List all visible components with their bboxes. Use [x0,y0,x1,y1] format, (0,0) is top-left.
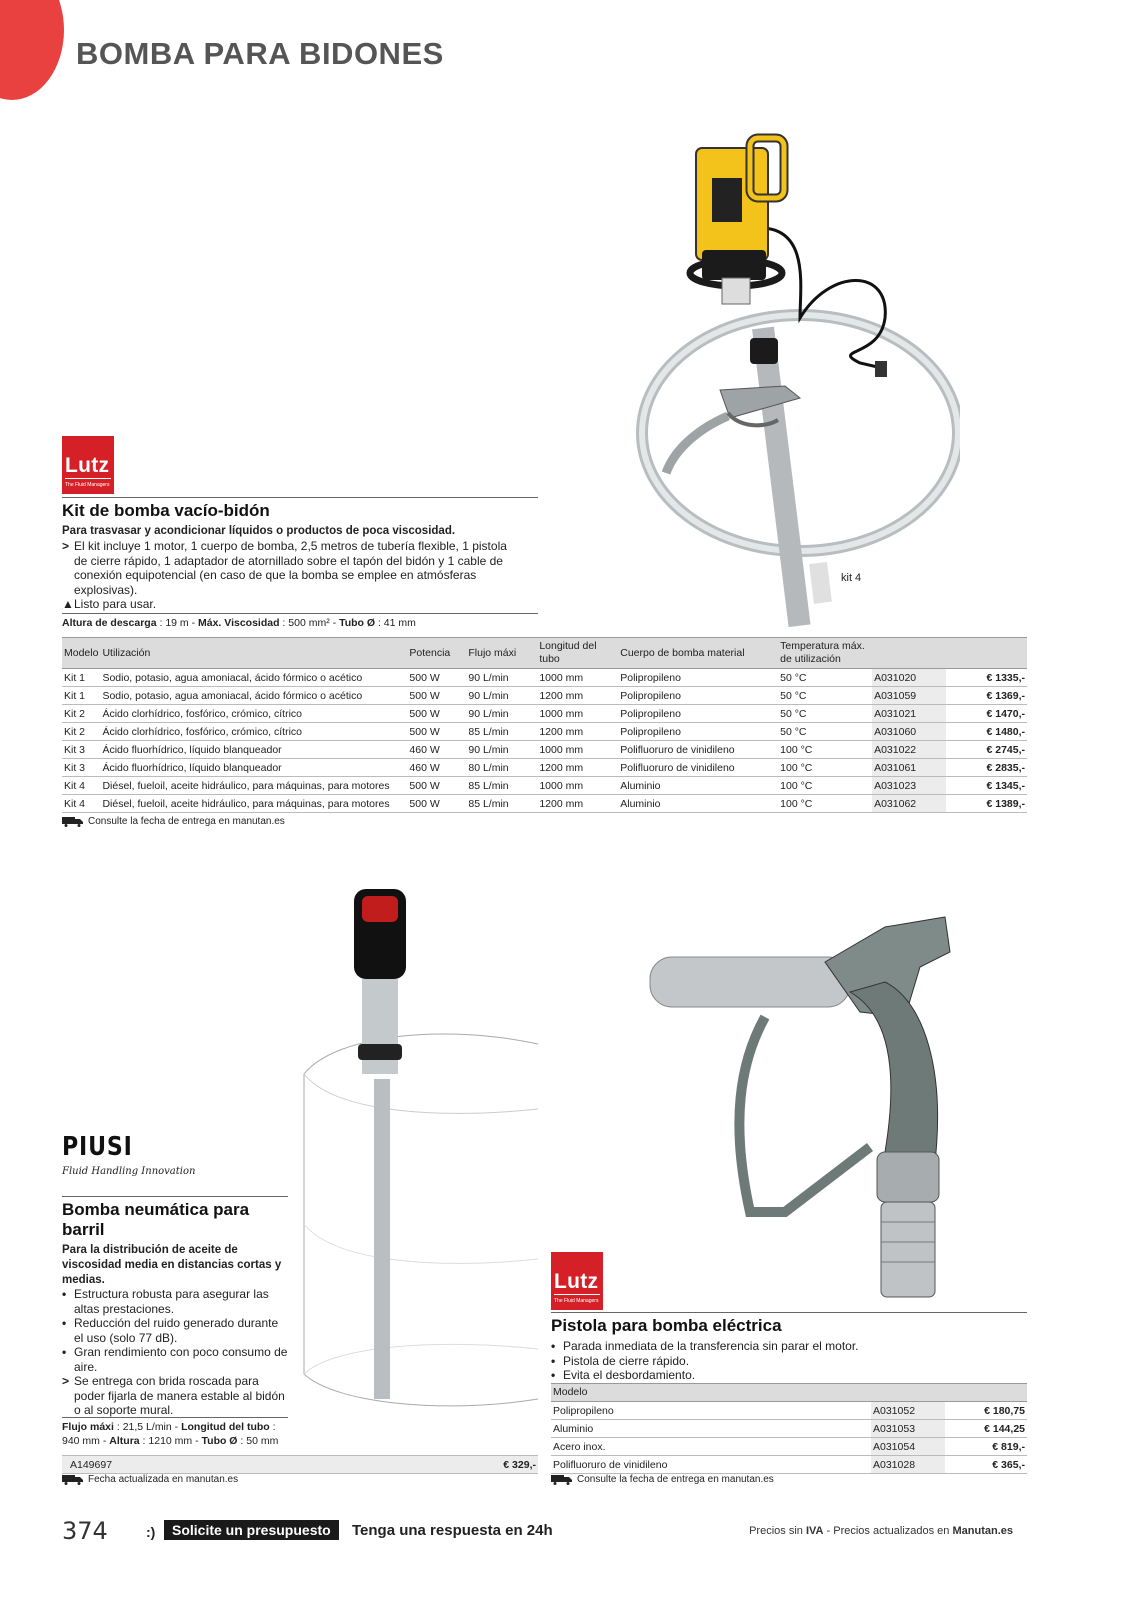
price-cell: € 819,- [945,1438,1027,1456]
price-cell: € 2745,- [946,741,1027,759]
table-cell: 50 °C [778,687,872,705]
section3-product-table [551,1383,1027,1474]
table-cell: 50 °C [778,669,872,687]
ref-cell: A031062 [872,795,946,813]
ref-cell: A031059 [872,687,946,705]
section2-bullet-2: • Reducción del ruido generado durante el uso (solo 77 dB). [62,1316,279,1345]
ref-cell: A031028 [871,1456,945,1474]
col-cuerpo: Cuerpo de bomba material [618,638,778,669]
prices-note: Precios sin IVA - Precios actualizados en Manutan.es [749,1525,1013,1537]
col-potencia: Potencia [407,638,466,669]
ref-cell: A031053 [871,1420,945,1438]
table-cell: Polifluoruro de vinidileno [551,1456,871,1474]
table-row [62,1456,538,1474]
piusi-logo-name: PIUSI [62,1132,133,1162]
section2-bullet-1: • Estructura robusta para asegurar las altas prestaciones. [62,1287,269,1316]
price-cell: € 1345,- [946,777,1027,795]
price-cell: € 365,- [945,1456,1027,1474]
section2-bullet-3: • Gran rendimiento con poco consumo de aire. [62,1345,288,1374]
pump-nozzle-gun-image [645,912,970,1307]
section3-bullet-3: • Evita el desbordamiento. [551,1368,696,1382]
table-cell: 1000 mm [537,669,618,687]
section2-price-table [62,1455,538,1474]
table-cell: Kit 3 [62,741,100,759]
table-cell: 90 L/min [466,741,537,759]
table-cell: 500 W [407,795,466,813]
section2-bullet-4: > Se entrega con brida roscada para poder fijarla de manera estable al bidón o al soporte mural. [62,1374,285,1417]
table-cell: Aluminio [618,795,778,813]
table-cell: 1200 mm [537,759,618,777]
section2-specs: Flujo máxi : 21,5 L/min - Longitud del tubo : 940 mm - Altura : 1210 mm - Tubo Ø : 50 mm [62,1421,279,1447]
price-cell: € 144,25 [945,1420,1027,1438]
table-row [62,705,1027,723]
section1-delivery-note [62,816,285,827]
table-cell: Polipropileno [551,1402,871,1420]
table-cell: 85 L/min [466,777,537,795]
section3-bullet-1: • Parada inmediata de la transferencia sin parar el motor. [551,1339,859,1353]
table-cell: Polifluoruro de vinidileno [618,741,778,759]
lutz-logo-name: Lutz [554,1270,599,1293]
col-utilizacion: Utilización [100,638,407,669]
section1-lead: Para trasvasar y acondicionar líquidos o productos de poca viscosidad. [62,525,456,537]
table-cell: 90 L/min [466,705,537,723]
truck-icon [551,1475,573,1485]
section2-title: Bomba neumática para barril [62,1200,250,1239]
table-cell: Diésel, fueloil, aceite hidráulico, para máquinas, para motores [100,777,407,795]
table-cell: 85 L/min [466,795,537,813]
section1-delivery-text: Consulte la fecha de entrega en manutan.es [88,816,285,827]
table-cell: 500 W [407,669,466,687]
ref-cell: A031054 [871,1438,945,1456]
table-cell: Sodio, potasio, agua amoniacal, ácido fórmico o acético [100,669,407,687]
table-cell: 500 W [407,723,466,741]
table-cell: 1200 mm [537,723,618,741]
section3-bullets [551,1339,1021,1383]
lutz-logo-sub: The Fluid Managers [65,482,110,488]
section3-title: Pistola para bomba eléctrica [551,1316,782,1335]
table-cell: 460 W [407,741,466,759]
ref-cell: A031052 [871,1402,945,1420]
table-cell: Kit 1 [62,669,100,687]
table-cell: Kit 2 [62,705,100,723]
smiley-icon: :) [146,1524,156,1540]
truck-icon [62,1475,84,1485]
col-modelo: Modelo [551,1384,1027,1402]
section2-lead: Para la distribución de aceite de viscosidad media en distancias cortas y medias. [62,1244,282,1286]
table-cell: 90 L/min [466,669,537,687]
table-cell: 100 °C [778,741,872,759]
table-cell: 1000 mm [537,741,618,759]
section3-delivery-text: Consulte la fecha de entrega en manutan.es [577,1474,774,1485]
table-row [62,741,1027,759]
table-cell: Ácido fluorhídrico, líquido blanqueador [100,759,407,777]
col-flujo: Flujo máxi [466,638,537,669]
table-cell: Kit 2 [62,723,100,741]
table-cell: Ácido clorhídrico, fosfórico, crómico, cítrico [100,705,407,723]
price-cell: € 1480,- [946,723,1027,741]
section1-specs-rule [62,613,538,614]
ref-cell: A031060 [872,723,946,741]
price-cell: € 1335,- [946,669,1027,687]
lutz-logo-line [65,478,111,479]
table-cell: 500 W [407,705,466,723]
table-cell: Aluminio [551,1420,871,1438]
table-cell: 1200 mm [537,687,618,705]
table-row [551,1456,1027,1474]
table-cell: 500 W [407,687,466,705]
table-cell: Kit 4 [62,795,100,813]
table-cell: 100 °C [778,759,872,777]
table-cell: 80 L/min [466,759,537,777]
table-cell: Diésel, fueloil, aceite hidráulico, para máquinas, para motores [100,795,407,813]
table-row [62,777,1027,795]
col-longitud: Longitud del tubo [537,638,618,669]
price-cell: € 180,75 [945,1402,1027,1420]
table-cell: Polipropileno [618,687,778,705]
response-time-text: Tenga una respuesta en 24h [352,1522,553,1539]
table-header-row [551,1384,1027,1402]
drum-pump-kit-image [600,128,960,628]
table-cell: Kit 3 [62,759,100,777]
table-cell: 1200 mm [537,795,618,813]
table-header-row [62,638,1027,669]
price-cell: € 2835,- [946,759,1027,777]
table-cell: Ácido clorhídrico, fosfórico, crómico, cítrico [100,723,407,741]
lutz-logo-line [554,1294,600,1295]
table-row [62,669,1027,687]
table-cell: 460 W [407,759,466,777]
lutz-logo-name: Lutz [65,454,110,477]
section2-bullets [62,1287,288,1418]
piusi-logo [62,1132,195,1177]
section3-bullet-2: • Pistola de cierre rápido. [551,1353,690,1368]
section1-title-rule [62,497,538,498]
page-number: 374 [62,1517,108,1545]
table-row [551,1420,1027,1438]
table-cell: Acero inox. [551,1438,871,1456]
table-row [551,1402,1027,1420]
section2-specs-rule [62,1417,288,1418]
ref-cell: A031020 [872,669,946,687]
request-quote-button[interactable]: Solicite un presupuesto [164,1520,339,1540]
ref-cell: A031061 [872,759,946,777]
table-row [62,759,1027,777]
piusi-logo-sub: Fluid Handling Innovation [62,1166,196,1177]
ref-cell: A031023 [872,777,946,795]
ref-cell: A149697 [62,1456,300,1474]
lutz-logo-2 [551,1252,603,1310]
table-cell: 90 L/min [466,687,537,705]
image-caption-kit4: kit 4 [841,572,862,584]
section1-specs: Altura de descarga : 19 m - Máx. Viscosidad : 500 mm² - Tubo Ø : 41 mm [62,617,416,629]
col-modelo: Modelo [62,638,100,669]
table-cell: Kit 4 [62,777,100,795]
section2-delivery-note [62,1474,238,1485]
price-cell: € 1369,- [946,687,1027,705]
truck-icon [62,817,84,827]
table-cell: 100 °C [778,795,872,813]
col-precio [946,638,1027,669]
ref-cell: A031021 [872,705,946,723]
corner-accent-circle [0,0,64,100]
table-cell: Polipropileno [618,705,778,723]
page-title: BOMBA PARA BIDONES [76,36,444,71]
col-temperatura: Temperatura máx. de utilización [778,638,872,669]
table-cell: 50 °C [778,723,872,741]
ref-cell: A031022 [872,741,946,759]
section3-delivery-note [551,1474,774,1485]
section1-title: Kit de bomba vacío-bidón [62,501,270,520]
table-cell: Kit 1 [62,687,100,705]
table-row [62,687,1027,705]
table-cell: 50 °C [778,705,872,723]
table-cell: 85 L/min [466,723,537,741]
table-cell: Sodio, potasio, agua amoniacal, ácido fórmico o acético [100,687,407,705]
table-cell: Polipropileno [618,723,778,741]
table-cell: Polifluoruro de vinidileno [618,759,778,777]
price-cell: € 329,- [300,1456,538,1474]
table-row [62,795,1027,813]
table-cell: 1000 mm [537,705,618,723]
table-cell: 100 °C [778,777,872,795]
section3-title-rule [551,1312,1027,1313]
table-cell: Polipropileno [618,669,778,687]
table-cell: 500 W [407,777,466,795]
price-cell: € 1389,- [946,795,1027,813]
table-cell: Ácido fluorhídrico, líquido blanqueador [100,741,407,759]
lutz-logo-sub: The Fluid Managers [554,1298,599,1304]
table-cell: Aluminio [618,777,778,795]
table-row [62,723,1027,741]
section2-title-rule [62,1196,288,1197]
pneumatic-barrel-pump-image [296,884,541,1414]
section1-bullet-2: ▲ Listo para usar. [62,597,157,611]
section1-product-table [62,637,1027,813]
section2-delivery-text: Fecha actualizada en manutan.es [88,1474,239,1485]
section1-bullet-1: > El kit incluye 1 motor, 1 cuerpo de bomba, 2,5 metros de tubería flexible, 1 pistola de cierre rápido, 1 adaptador de atornillado sobre el tapón del bidón y 1 cable de conexión equipotencial (en caso de que la bomba se emplee en atmósferas explosivas). [62,539,507,597]
lutz-logo [62,436,114,494]
price-cell: € 1470,- [946,705,1027,723]
section1-bullets [62,539,522,612]
table-row [551,1438,1027,1456]
col-ref [872,638,946,669]
table-cell: 1000 mm [537,777,618,795]
